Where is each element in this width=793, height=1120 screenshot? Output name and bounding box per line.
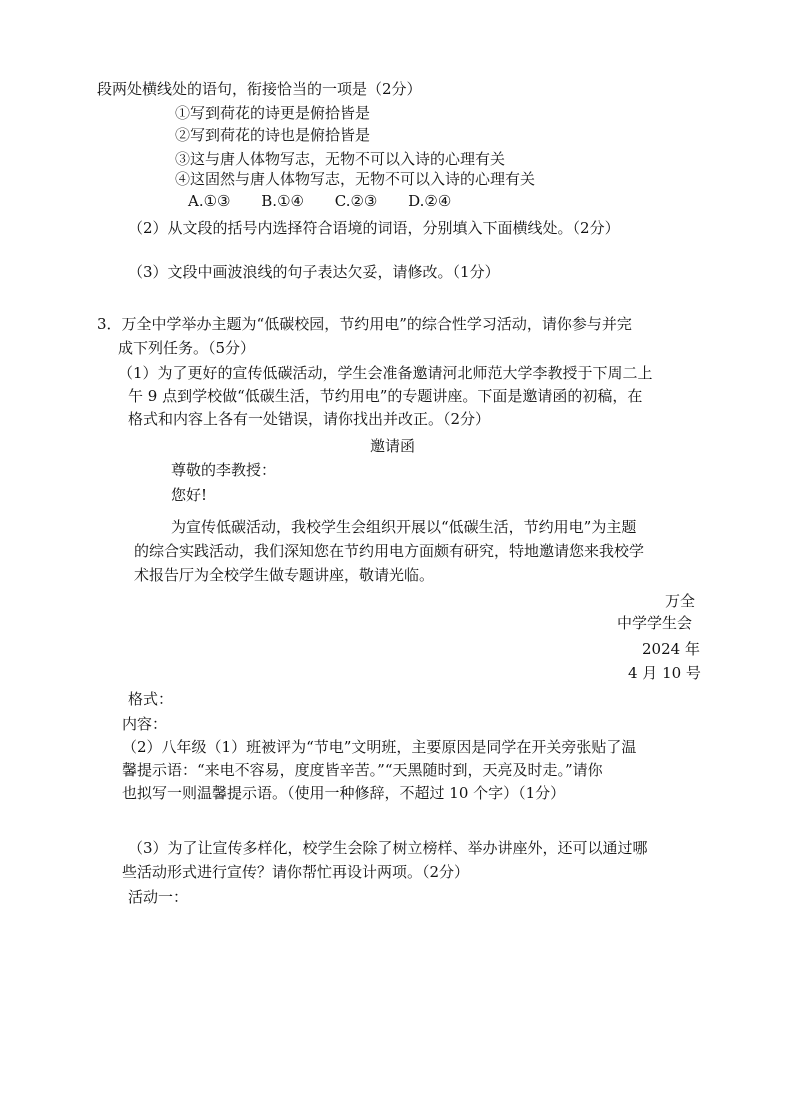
q2-choice-1: ①写到荷花的诗更是俯拾皆是: [175, 104, 371, 122]
content-label: 内容：: [122, 715, 168, 733]
letter-salutation: 尊敬的李教授：: [171, 461, 277, 479]
q2-intro: 段两处横线处的语句，衔接恰当的一项是（2分）: [97, 80, 422, 98]
q2-choice-4: ④这固然与唐人体物写志，无物不可以入诗的心理有关: [175, 170, 536, 188]
q2-sub2: （2）从文段的括号内选择符合语境的词语，分别填入下面横线处。（2分）: [128, 219, 620, 237]
format-label: 格式：: [128, 690, 174, 708]
letter-sign-line2: 中学学生会: [617, 614, 693, 632]
letter-body-line2: 的综合实践活动，我们深知您在节约用电方面颇有研究，特地邀请您来我校学: [134, 542, 645, 560]
q3-sub3-line2: 些活动形式进行宣传？请你帮忙再设计两项。（2分）: [122, 863, 470, 881]
letter-greeting: 您好!: [171, 486, 208, 504]
q3-sub3-line1: （3）为了让宣传多样化，校学生会除了树立榜样、举办讲座外，还可以通过哪: [128, 839, 648, 857]
q3-stem-line2: 成下列任务。（5分）: [118, 339, 256, 357]
q3-sub2-line3: 也拟写一则温馨提示语。（使用一种修辞，不超过 10 个字）（1分）: [122, 784, 566, 802]
q3-stem-line1: 3．万全中学举办主题为“低碳校园，节约用电”的综合性学习活动，请你参与并完: [97, 315, 632, 333]
letter-date-line1: 2024 年: [642, 640, 700, 658]
letter-date-line2: 4 月 10 号: [628, 664, 701, 682]
option-d: D.②④: [408, 192, 452, 210]
q3-sub1-line3: 格式和内容上各有一处错误，请你找出并改正。（2分）: [128, 410, 491, 428]
q3-sub1-line1: （1）为了更好的宣传低碳活动，学生会准备邀请河北师范大学李教授于下周二上: [118, 364, 653, 382]
q3-sub2-line2: 馨提示语：“来电不容易，度度皆辛苦。”“天黑随时到，天亮及时走。”请你: [122, 761, 603, 779]
letter-body-line3: 术报告厅为全校学生做专题讲座，敬请光临。: [134, 566, 435, 584]
activity-1-label: 活动一：: [128, 888, 189, 906]
q2-choice-3: ③这与唐人体物写志，无物不可以入诗的心理有关: [175, 150, 506, 168]
letter-body-line1: 为宣传低碳活动，我校学生会组织开展以“低碳生活，节约用电”为主题: [171, 518, 637, 536]
option-a: A.①③: [188, 192, 231, 210]
q2-choice-2: ②写到荷花的诗也是俯拾皆是: [175, 126, 371, 144]
q3-sub1-line2: 午 9 点到学校做“低碳生活，节约用电”的专题讲座。下面是邀请函的初稿，在: [128, 387, 643, 405]
letter-title: 邀请函: [370, 437, 416, 455]
q3-sub2-line1: （2）八年级（1）班被评为“节电”文明班，主要原因是同学在开关旁张贴了温: [122, 738, 637, 756]
q2-sub3: （3）文段中画波浪线的句子表达欠妥，请修改。（1分）: [128, 263, 500, 281]
option-c: C.②③: [334, 192, 378, 210]
q2-options: [188, 192, 477, 210]
letter-sign-line1: 万全: [665, 592, 696, 610]
option-b: B.①④: [261, 192, 304, 210]
